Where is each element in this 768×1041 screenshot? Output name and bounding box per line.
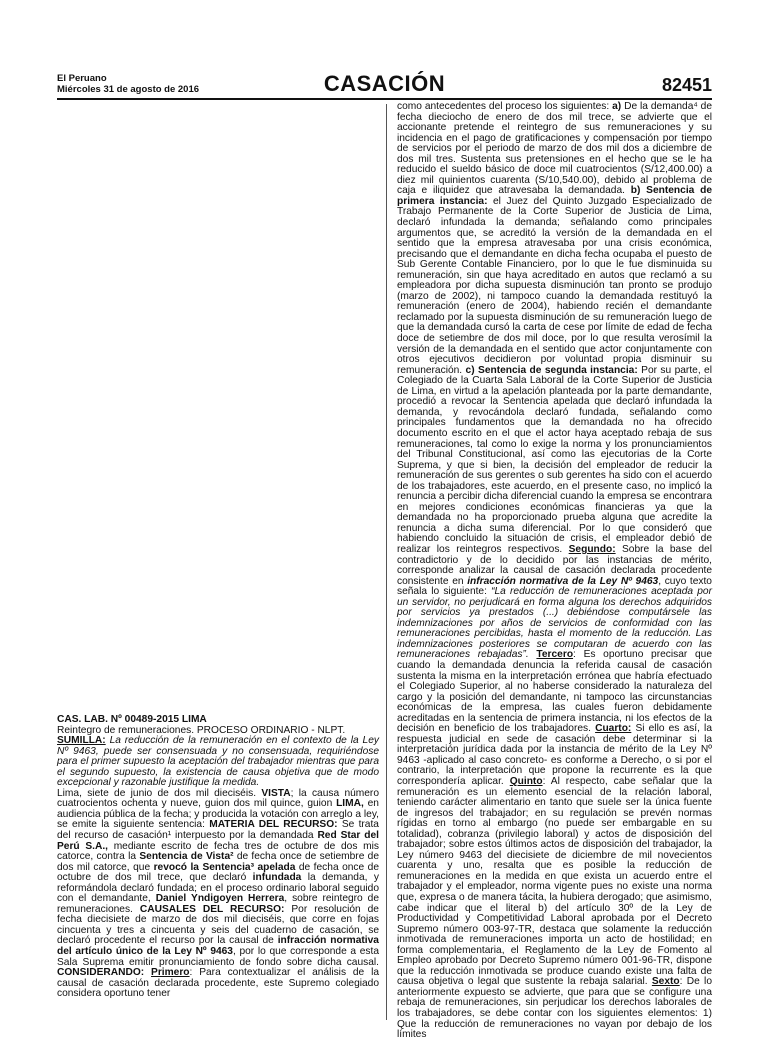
case-subject: Reintegro de remuneraciones. PROCESO ORDINARIO - NLPT. [57, 724, 346, 736]
underlined-run: Cuarto: [595, 723, 632, 735]
publication-date: Miércoles 31 de agosto de 2016 [57, 84, 200, 95]
bold-run: infundada [252, 872, 302, 884]
bold-run: Daniel Yndigoyen Herrera [155, 893, 285, 905]
text-run: mediante escrito de fecha tres de octubre de dos mis catorce, contra la [57, 840, 379, 863]
left-column [57, 715, 379, 1000]
underlined-run: Quinto [509, 776, 543, 787]
text-run: en audiencia pública de la fecha; y producida la votación con arreglo a ley, se emite la siguiente sentencia: [57, 798, 379, 831]
section-title: CASACIÓN [323, 71, 446, 96]
underlined-run: Primero [151, 967, 190, 979]
text-run: Sobre la base del contradictorio y de lo decidido por las instancias de mérito, corresponde analizar la causal de casación declarada procedente consistente en [397, 543, 712, 587]
text-run: Por su parte, el Colegiado de la Cuarta Sala Laboral de la Corte Superior de Justicia de Lima, en virtud a la apelación planteada por la parte demandante, procedió a revocar la Sentencia apelada que declaró infundada la demanda, y revocándola declaró fundada, señalando como principales fundamentos que la demandada no ha ofrecido documento escrito en el que el actor haya aceptado rebaja de sus remuneraciones, tal como lo exige la norma y los pronunciamientos del Tribunal Constitucional, así como las ejecutorias de la Corte Suprema, y que si bien, la decisión del empleador de reducir la remuneración de sus gerentes o sub gerentes ha sido con el acuerdo de los trabajadores, este acuerdo, en el presente caso, no implicó la renuncia a percibir dicha diferencial cuando la empresa se encontrara en mejores condiciones económicas financieras ya que la demandada no ha proporcionado prueba alguna que acredite la renuncia a dicha suma diferencial. Por lo que consideró que habiendo concluido la situación de crisis, el empleador debió de realizar los reintegros respectivos. [397, 364, 712, 555]
body-paragraph-right [397, 102, 712, 1041]
bold-run: CONSIDERANDO: [57, 967, 145, 979]
text-run: Por resolución de fecha diecisiete de marzo de dos mil dieciséis, que corre en fojas cincuenta y tres a cincuenta y seis del cuaderno de casación, se declaró procedente el recurso por la causal de [57, 903, 379, 947]
text-run: De la demanda⁴ de fecha dieciocho de enero de dos mil trece, se advierte que el accionante pretende el reintegro de sus remuneraciones y su incidencia en el pago de gratificaciones y compensación por tiempo de servicios por el periodo de marzo de dos mil dos a diciembre de dos mil tres. Sustenta sus pretensiones en el hecho que se le ha reducido el sueldo básico de doce mil cuatrocientos (S/12,400.00) a diez mil quinientos cuarenta (S/10,540.00), debido al problema de caja e iliquidez que atravesaba la demandada. [397, 101, 712, 197]
text-run: : De lo anteriormente expuesto se advierte, que para que se configure una rebaja de remuneraciones, sin perjudicar los derechos laborales de los trabajadores, se debe contar con los siguientes elementos: 1) Que la reducción de remuneraciones no vayan por debajo de los límites [397, 976, 712, 1041]
bold-run: MATERIA DEL RECURSO: [209, 819, 338, 831]
underlined-run: Tercero [536, 649, 574, 661]
publication-name: El Peruano [57, 73, 107, 84]
bold-run: Sentencia de Vista² [139, 851, 234, 863]
text-run: de fecha once de setiembre de dos mil catorce, que [57, 851, 379, 873]
bold-run: VISTA [261, 787, 291, 799]
case-title: CAS. LAB. Nº 00489-2015 LIMA [57, 714, 207, 725]
bold-run: CAUSALES DEL RECURSO: [139, 903, 285, 915]
bold-italic-run: infracción normativa de la Ley Nº 9463 [467, 575, 659, 587]
text-run: Se trata del recurso de casación¹ interpuesto por la demandada [57, 819, 379, 842]
text-run: ; la causa número cuatrocientos ochenta y nueve, guion dos mil quince, guion [57, 787, 379, 810]
text-run: como antecedentes del proceso los siguientes: [397, 101, 610, 112]
text-run: : Para contextualizar el análisis de la causal de casación declarada procedente, este Supremo colegiado considera oportuno tener [57, 967, 379, 1000]
text-run: Si ello es así, la respuesta judicial en sede de casación debe determinar si la interpretación jurídica dada por la instancia de mérito de la Ley Nº 9463 -aplicado al caso concreto- es conforme a Derecho, o si por el contrario, la interpretación que propone la recurrente es la que correspondería aplicar. [397, 723, 712, 787]
text-run: : Es oportuno precisar que cuando la demandada denuncia la referida causal de casación sustenta la misma en la interpretación errónea que habría efectuado el Colegiado Superior, al no haberse considerado la naturaleza del cargo y la posición del demandante, ni tampoco las circunstancias económicas de la empresa, las cuales fueron debidamente acreditadas en la sentencia de primera instancia, ni los efectos de la decisión en beneficio de los trabajadores. [397, 649, 712, 735]
text-run: , por lo que corresponde a esta Sala Suprema emitir pronunciamiento de fondo sobre dicha causal. [57, 946, 379, 968]
quoted-law-text: “La reducción de remuneraciones aceptada por un servidor, no perjudicará en forma alguna los derechos adquiridos por servicios ya prestados (...) debiéndose computársele las indemnizaciones por años de servicios de conformidad con las remuneraciones percibidas, hasta el momento de la reducción. Las indemnizaciones posteriores se computaran de acuerdo con las remuneraciones rebajadas”. [397, 586, 712, 661]
text-run: , cuyo texto señala lo siguiente: [397, 575, 712, 598]
masthead [57, 71, 712, 96]
text-run: la demanda, y reformándola declaró fundada; en el proceso ordinario laboral seguido con el demandante, [57, 872, 379, 905]
text-run: de fecha once de octubre de dos mil trece, que declaró [57, 861, 379, 884]
bold-run: infracción normativa del artículo único de la Ley Nº 9463 [57, 935, 379, 958]
header-rule [57, 98, 712, 100]
sumilla-text: La reducción de la remuneración en el contexto de la Ley Nº 9463, puede ser consensuada y no consensuada, requiriéndose para el primer supuesto la aceptación del trabajador mientras que para el segundo supuesto, la existencia de causa objetiva que de modo excepcional y razonable justifique la medida. [57, 735, 379, 789]
bold-run: b) Sentencia de primera instancia: [397, 185, 712, 207]
bold-run: a) [612, 101, 622, 112]
bold-run: LIMA, [336, 798, 364, 810]
text-run: : Al respecto, cabe señalar que la remuneración es un elemento esencial de la relación laboral, teniendo carácter alimentario en tanto que suele ser la única fuente de ingresos del trabajador; en su regulación se prevén normas rígidas en torno al embargo (no puede ser embargable en su totalidad), cobranza (privilegio laboral) y actos de disposición del trabajador; sobre estos últimos actos de disposición del trabajador, la Ley número 9463 del diecisiete de diciembre de mil novecientos cuarenta y uno, resalta que es posible la reducción de remuneraciones en la medida en que exista un acuerdo entre el trabajador y el empleador, norma vigente pues no existe una norma que, expresa o de manera tácita, la hubiera derogado; que asimismo, cabe indicar que el literal b) del artículo 30º de la Ley de Productividad y Competitividad Laboral aprobada por el Decreto Supremo número 003-97-TR, destaca que solamente la reducción inmotivada de remuneraciones importa un acto de hostilidad; en forma complementaria, el Reglamento de la Ley de Fomento al Empleo aprobado por Decreto Supremo número 001-96-TR, dispone que la reducción inmotivada se produce cuando existe una falta de causa objetiva o legal que sustente la rebaja salarial. [397, 776, 712, 988]
text-run: el Juez del Quinto Juzgado Especializado de Trabajo Permanente de la Corte Superior de Justicia de Lima, declaró infundada la demanda; señalando como principales argumentos que, se acreditó la versión de la demandada en el sentido que la empresa atravesaba por una crisis económica, precisando que el demandante en dicha fecha ocupaba el puesto de Sub Gerente Contable Financiero, por lo que le fue disminuida su remuneración, sin que haya acreditado en autos que reclamó a su empleadora por dicha supuesta disminución tan pronto se produjo (marzo de 2002), ni tampoco cuando la demandada restituyó la remuneración (enero de 2004), habiendo recién el demandante reclamado por la supuesta disminución de su remuneración luego de que la demandada cursó la carta de cese por límite de edad de fecha doce de setiembre de dos mil doce, por lo que resulta verosímil la versión de la demandada en el sentido que actor conjuntamente con otros ejecutivos decidieron por voluntad propia disminuir su remuneración. [397, 195, 712, 376]
bold-run: revocó la Sentencia³ apelada [153, 861, 296, 873]
sumilla-label: SUMILLA: [57, 735, 106, 747]
underlined-run: Segundo: [568, 543, 616, 555]
bold-run: Red Star del Perú S.A., [57, 830, 379, 852]
bold-run: c) Sentencia de segunda instancia: [465, 364, 638, 376]
right-column [397, 102, 712, 1041]
body-paragraph-left [57, 789, 379, 1000]
text-run: Lima, siete de junio de dos mil dieciséis. [57, 787, 257, 799]
page-number: 82451 [661, 75, 712, 95]
underlined-run: Sexto [651, 976, 680, 988]
sumilla-paragraph [57, 736, 379, 789]
text-run: , sobre reintegro de remuneraciones. [57, 893, 379, 915]
column-divider [386, 104, 387, 1020]
